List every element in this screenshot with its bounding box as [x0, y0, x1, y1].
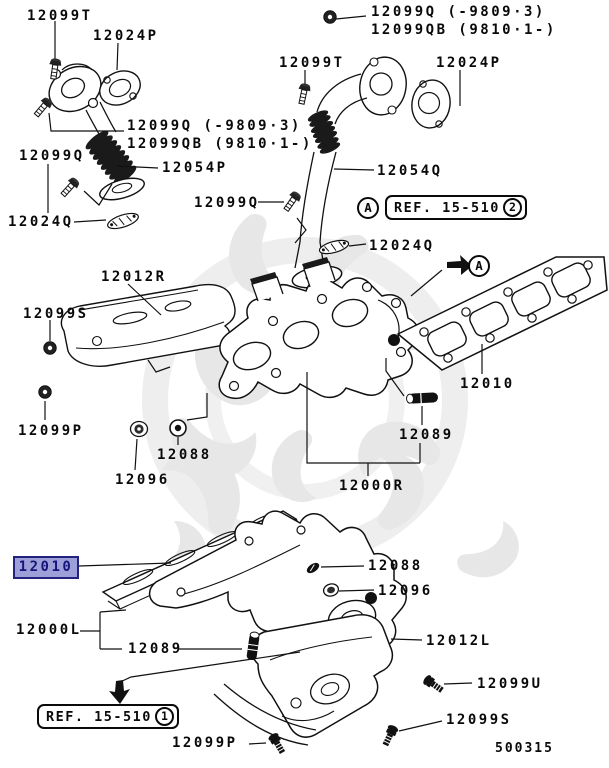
part-label-12000R: 12000R — [339, 478, 405, 494]
ref-box-15-510-1[interactable] — [37, 704, 179, 729]
part-label-12099Q-1: 12099Q — [19, 148, 85, 164]
bolt-icon — [296, 82, 312, 105]
bolt-icon — [267, 732, 287, 756]
part-label-12099QB-range-1: 12099QB (9810·1-) — [371, 22, 557, 38]
part-label-12099P-1: 12099P — [18, 423, 84, 439]
nut-icon — [131, 422, 148, 437]
nut-icon — [39, 386, 51, 398]
bolt-icon — [380, 724, 399, 748]
bolt-icon — [59, 176, 82, 199]
part-label-12099Q-2: 12099Q — [194, 195, 260, 211]
part-label-12054P: 12054P — [162, 160, 228, 176]
part-label-12096-1: 12096 — [115, 472, 170, 488]
diagram-code: 500315 — [495, 741, 554, 756]
part-label-12089-1: 12089 — [399, 427, 454, 443]
part-label-12010-right: 12010 — [460, 376, 515, 392]
part-label-12099P-2: 12099P — [172, 735, 238, 751]
connector-a-icon-1: A — [357, 197, 379, 219]
stud-icon — [406, 392, 438, 404]
part-label-12096-2: 12096 — [378, 583, 433, 599]
part-label-12024P-2: 12024P — [436, 55, 502, 71]
part-label-12054Q: 12054Q — [377, 163, 443, 179]
part-label-12099Q-range-2: 12099Q (-9809·3) — [127, 118, 302, 134]
part-label-12024Q-2: 12024Q — [369, 238, 435, 254]
connector-a-icon-2: A — [468, 255, 490, 277]
part-label-12099Q-range-1: 12099Q (-9809·3) — [371, 4, 546, 20]
ref-label: REF. 15-510 — [394, 199, 500, 216]
part-label-12099U: 12099U — [477, 676, 543, 692]
part-label-12088-2: 12088 — [368, 558, 423, 574]
part-label-12099S-2: 12099S — [446, 712, 512, 728]
gasket-icon — [106, 210, 140, 231]
arrow-down-icon — [109, 680, 130, 704]
part-label-12089-2: 12089 — [128, 641, 183, 657]
part-label-12012L: 12012L — [426, 633, 492, 649]
part-label-12012R: 12012R — [101, 269, 167, 285]
gasket-12024P-left-drawing — [94, 65, 146, 112]
part-label-12099T-1: 12099T — [27, 8, 93, 24]
bolt-icon — [422, 674, 446, 695]
ref-number: 2 — [503, 198, 522, 217]
washer-icon — [170, 420, 186, 436]
part-label-12099T-2: 12099T — [279, 55, 345, 71]
part-label-12024P-1: 12024P — [93, 28, 159, 44]
ref-label: REF. 15-510 — [46, 708, 152, 725]
ref-box-15-510-2[interactable] — [385, 195, 527, 220]
part-label-12088-1: 12088 — [157, 447, 212, 463]
part-label-12099QB-range-2: 12099QB (9810·1-) — [127, 136, 313, 152]
part-label-12010-highlighted[interactable]: 12010 — [13, 556, 79, 579]
part-label-12000L: 12000L — [16, 622, 82, 638]
part-label-12024Q-1: 12024Q — [8, 214, 74, 230]
nut-icon — [44, 342, 56, 354]
ref-number: 1 — [155, 707, 174, 726]
nut-icon — [324, 11, 336, 23]
part-label-12099S-1: 12099S — [23, 306, 89, 322]
bolt-icon — [281, 190, 303, 214]
heat-shield-12012L-drawing — [214, 615, 392, 745]
gasket-12024P-right-drawing — [409, 78, 453, 131]
